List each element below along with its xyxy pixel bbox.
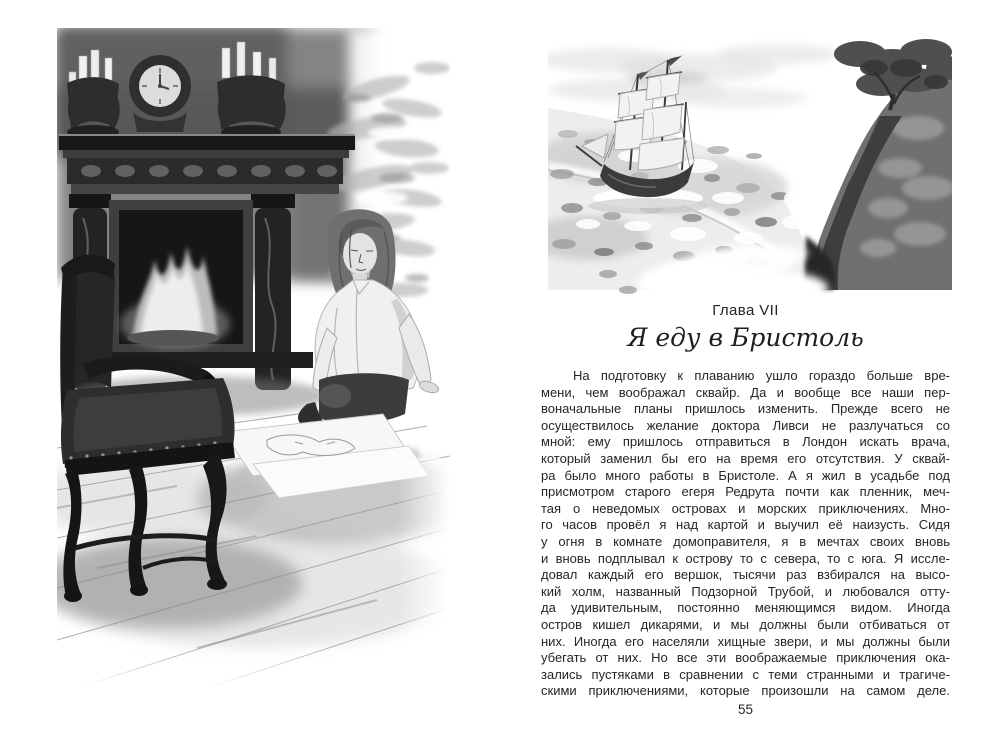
right-fade: [397, 458, 450, 688]
text-line: тая о неведомых островах и морских приключениях. Мно-: [541, 500, 950, 516]
text-line: мной: ему пришлось отправиться в Лондон искать врача,: [541, 434, 950, 450]
text-line: мени, чем воображал сквайр. Да и вообще все наши пер-: [541, 384, 950, 400]
right-page-illustration: [548, 38, 952, 300]
text-line: зались пустяками в сравнении с теми странными и трагиче-: [541, 666, 950, 682]
cliff: [782, 60, 952, 290]
chapter-title: Я еду в Бристоль: [627, 323, 864, 352]
text-line: го часов провёл я над картой и выучил её наизусть. Сидя: [541, 517, 950, 533]
text-line: На подготовку к плаванию ушло гораздо больше вре-: [573, 368, 950, 383]
fireplace-scene: [57, 28, 450, 688]
text-line: скими приключениями, которые произошли на самом деле.: [541, 683, 950, 699]
text-line: который заменил бы его на время его отсутствия. У сквай-: [541, 450, 950, 466]
page-number: 55: [737, 702, 754, 717]
text-line: осуществилось желание доктора Ливси не разлучаться со: [541, 417, 950, 433]
text-line: них. Иногда его населяли хищные звери, и мы должны были: [541, 633, 950, 649]
text-line: воначальные планы пришлось изменить. Прежде всего не: [541, 401, 950, 417]
text-line: кий холм, названный Подзорной Трубой, и любовался отту-: [541, 583, 950, 599]
text-line: ра было много работы в Бристоле. А я жил в усадьбе под: [541, 467, 950, 483]
sky-wash: [548, 44, 838, 108]
bottom-fade: [57, 644, 450, 688]
text-line: и вновь подплывал к острову то с севера, то с юга. Я иссле-: [541, 550, 950, 566]
ship-scene: [548, 38, 952, 300]
text-line: присмотром старого егеря Редрута почти как пленник, меч-: [541, 484, 950, 500]
body-text: [541, 368, 950, 700]
text-line: да удивительным, постоянно меняющимся видом. Иногда: [541, 600, 950, 616]
text-line: остров кишел дикарями, и мы должны были отбиваться от: [541, 616, 950, 632]
left-page-illustration: [57, 28, 450, 688]
text-line: у огня в комнате домоправителя, я в мечтах своих вновь: [541, 533, 950, 549]
chapter-label: Глава VII: [712, 302, 779, 319]
text-line: убегать от них. Но все эти воображаемые приключения ока-: [541, 650, 950, 666]
right-page-text-column: [541, 302, 950, 700]
text-line: довал каждый его вершок, тысячи раз взбирался на высо-: [541, 567, 950, 583]
